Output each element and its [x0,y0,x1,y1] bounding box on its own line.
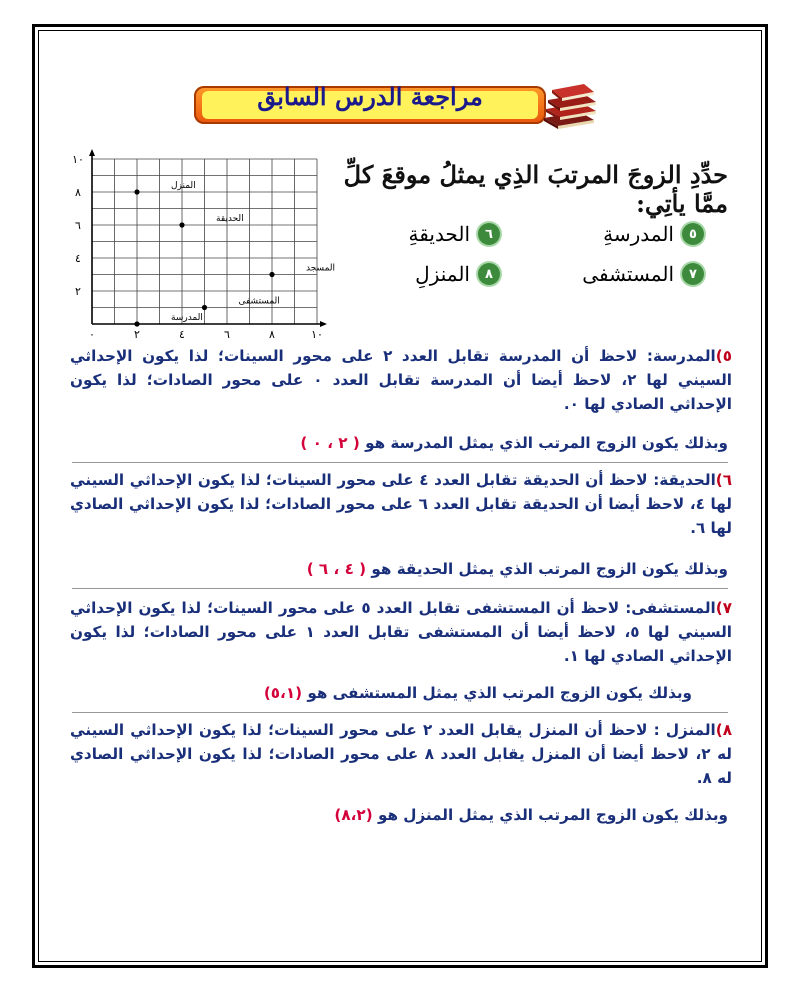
answer-number: ٧) [715,599,732,617]
grid-point [202,305,207,310]
y-tick-label: ٦ [75,219,81,232]
y-tick-label: ١٠ [72,153,84,166]
banner-title: مراجعة الدرس السابق [257,82,483,111]
answer-text: المدرسة: لاحظ أن المدرسة تقابل العدد ٢ على محور السينات؛ لذا يكون الإحداثي السيني لها ٢، لاحظ أيضا أن المدرسة تقابل العدد ٠ على محور الصادات؛ لذا يكون الإحداثي الصادي لها ٠. [70,347,732,413]
conclusion-text: وبذلك يكون الزوج المرتب الذي يمثل الحديقة هو [371,560,728,578]
option-hospital [582,262,704,286]
answer-school-conclusion [300,434,728,452]
answer-home-paragraph [70,718,732,790]
grid-points [134,181,335,327]
option-number-badge: ٧ [682,263,704,285]
answer-text: المستشفى: لاحظ أن المستشفى تقابل العدد ٥ على محور السينات؛ لذا يكون الإحداثي السيني لها ٥، لاحظ أيضا أن المستشفى تقابل العدد ١ على محور الصادات؛ لذا يكون الإحداثي الصادي لها ١. [70,599,732,665]
option-number-badge: ٦ [478,223,500,245]
answer-hospital-paragraph [70,596,732,668]
answer-text: الحديقة: لاحظ أن الحديقة تقابل العدد ٤ على محور السينات؛ لذا يكون الإحداثي السيني لها ٤، لاحظ أيضا أن الحديقة تقابل العدد ٦ على محور الصادات؛ لذا يكون الإحداثي الصادي لها ٦. [70,471,732,537]
conclusion-text: وبذلك يكون الزوج المرتب الذي يمثل المنزل هو [377,806,728,824]
ordered-pair: ( ٤ ، ٦ ) [306,560,367,578]
grid-point-label: المدرسة [171,313,203,323]
question-text: حدِّدِ الزوجَ المرتبَ الذِي يمثلُ موقعَ كلِّ ممَّا يأتِي: [343,160,728,218]
conclusion-text: وبذلك يكون الزوج المرتب الذي يمثل المدرسة هو [365,434,728,452]
x-tick-label: ١٠ [311,328,323,341]
divider [72,462,728,463]
answer-text: المنزل : لاحظ أن المنزل يقابل العدد ٢ على محور السينات؛ لذا يكون الإحداثي السيني له ٢، لاحظ أيضا أن المنزل يقابل العدد ٨ على محور الصادات؛ لذا يكون الإحداثي الصادي له ٨. [70,721,733,787]
option-number-badge: ٥ [682,223,704,245]
option-number-badge: ٨ [478,263,500,285]
y-tick-label: ٤ [75,252,81,265]
divider [72,712,728,713]
answer-garden-conclusion [307,560,728,578]
option-label: الحديقةِ [408,222,470,246]
x-axis-arrow [320,321,327,327]
option-garden [409,222,500,246]
answer-garden-paragraph [70,468,732,540]
answer-school-paragraph [70,344,732,416]
option-label: المستشفى [582,262,674,286]
ordered-pair: ( ٢ ، ٠ ) [300,434,360,452]
option-label: المنزلِ [415,262,470,286]
answer-number: ٦) [715,471,733,489]
option-label: المدرسةِ [603,222,674,246]
grid-point-label: المستشفى [238,296,280,307]
x-tick-label: ٨ [269,328,275,341]
answer-number: ٨) [715,721,732,739]
coordinate-grid [60,142,336,342]
y-tick-label: ٢ [75,285,81,298]
x-tick-label: ٤ [179,328,185,341]
y-axis-arrow [89,149,95,156]
grid-point [134,321,139,326]
answer-home-conclusion [334,806,728,824]
grid-lines [89,149,327,327]
grid-point [269,272,274,277]
grid-point-label: الحديقة [216,214,244,224]
x-tick-label: ٢ [134,328,140,341]
answer-hospital-conclusion [264,684,692,702]
grid-point [134,189,139,194]
lesson-review-banner [194,78,596,130]
grid-point-label: المنزل [171,181,196,191]
conclusion-text: وبذلك يكون الزوج المرتب الذي يمثل المستشفى هو [307,684,692,702]
ordered-pair: (٥،١) [263,684,303,702]
grid-point-label: المسجد [306,263,336,274]
option-home [415,262,500,286]
answer-number: ٥) [715,347,732,365]
grid-point [179,222,184,227]
ordered-pair: (٨،٢) [334,806,373,824]
y-tick-label: ٨ [75,186,81,199]
books-icon [540,78,598,130]
divider [72,588,728,589]
x-tick-label: ٦ [224,328,230,341]
x-tick-label: ٠ [89,328,95,341]
option-school [603,222,704,246]
